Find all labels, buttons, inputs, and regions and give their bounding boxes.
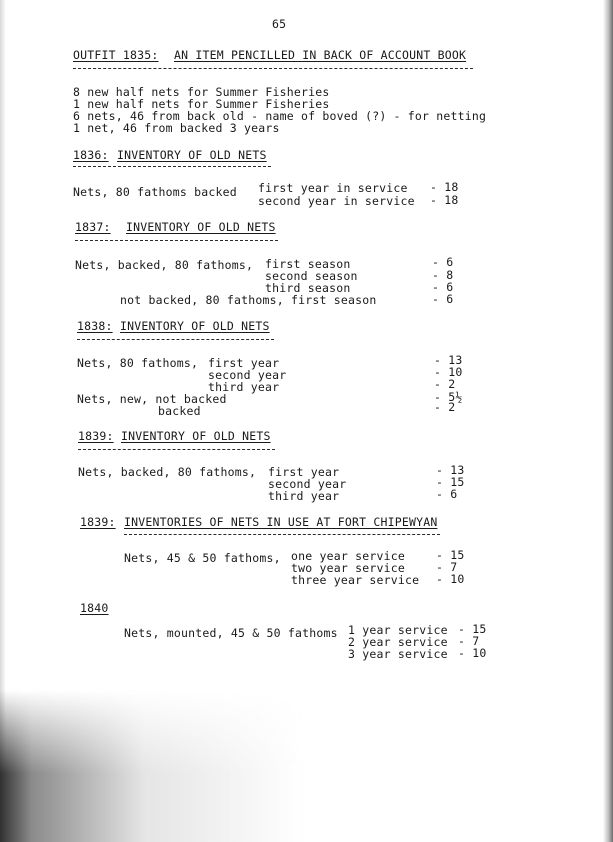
row-value-1836-2: - 18 — [430, 193, 459, 207]
section-title-1836: INVENTORY OF OLD NETS — [117, 148, 267, 162]
row-label-1840-2: 2 year service — [348, 635, 448, 649]
row-value-1839-3: - 6 — [436, 487, 458, 501]
row-label-in-use-3: three year service — [291, 573, 420, 587]
row-label-1837-2: second season — [265, 269, 358, 283]
section-year-1836: 1836: — [73, 148, 109, 162]
row-label-1839-3: third year — [268, 489, 340, 503]
row-value-1838-1: - 13 — [434, 353, 463, 367]
row-value-1836-1: - 18 — [430, 180, 459, 194]
row-label-1837-1: first season — [265, 257, 351, 271]
section-divider — [77, 339, 274, 340]
row-label-1838-3: third year — [208, 380, 280, 394]
row-label-1836-1: first year in service — [258, 181, 408, 195]
page-number: 65 — [272, 17, 287, 31]
section-divider — [73, 68, 473, 69]
row-value-1837-1: - 6 — [432, 255, 454, 269]
row-value-1838-2: - 10 — [434, 365, 463, 379]
row-value-1840-3: - 10 — [458, 646, 487, 660]
row-label-1836-2: second year in service — [258, 194, 415, 208]
item2-value-1837: - 6 — [432, 292, 454, 306]
row-value-1840-1: - 15 — [458, 622, 487, 636]
item-1836: Nets, 80 fathoms backed — [73, 185, 237, 199]
section-year-1840: 1840 — [80, 601, 109, 615]
row-label-1839-2: second year — [268, 477, 347, 491]
item2-1837: not backed, 80 fathoms, first season — [120, 293, 377, 307]
section-year-1835: OUTFIT 1835: — [73, 48, 159, 62]
item-1838: Nets, 80 fathoms, — [77, 356, 199, 370]
row-value-in-use-3: - 10 — [436, 572, 465, 586]
section-year-1838: 1838: — [77, 319, 113, 333]
page-binding-shadow — [603, 0, 613, 842]
outfit-line-1: 8 new half nets for Summer Fisheries — [73, 85, 330, 99]
row-label-in-use-1: one year service — [291, 549, 405, 563]
section-divider — [75, 240, 278, 241]
section-title-1839: INVENTORY OF OLD NETS — [121, 429, 271, 443]
row-label-1838-1: first year — [208, 356, 280, 370]
item-1839: Nets, backed, 80 fathoms, — [78, 465, 257, 479]
row-label-1838-2: second year — [208, 368, 287, 382]
row-label-in-use-2: two year service — [291, 561, 405, 575]
section-divider — [124, 534, 440, 535]
section-year-1837: 1837: — [75, 220, 111, 234]
row-value-1837-2: - 8 — [432, 268, 454, 282]
section-title-1838: INVENTORY OF OLD NETS — [120, 319, 270, 333]
item2-1838: Nets, new, not backed — [77, 392, 227, 406]
section-title-1835: AN ITEM PENCILLED IN BACK OF ACCOUNT BOOK — [174, 48, 467, 62]
row-value-in-use-2: - 7 — [436, 560, 458, 574]
row-value-1839-1: - 13 — [436, 463, 465, 477]
row-value-1839-2: - 15 — [436, 475, 465, 489]
item3-1838: backed — [158, 404, 201, 418]
section-title-1839-in-use: INVENTORIES OF NETS IN USE AT FORT CHIPEWYAN — [124, 515, 438, 529]
row-value-1838-3: - 2 — [434, 377, 456, 391]
row-label-1840-1: 1 year service — [348, 623, 448, 637]
section-title-1837: INVENTORY OF OLD NETS — [126, 220, 276, 234]
row-label-1837-3: third season — [265, 281, 351, 295]
section-year-1839-in-use: 1839: — [80, 515, 116, 529]
row-value-1840-2: - 7 — [458, 634, 480, 648]
section-divider — [73, 166, 271, 167]
item-1837: Nets, backed, 80 fathoms, — [75, 258, 254, 272]
row-value-in-use-1: - 15 — [436, 548, 465, 562]
row-value-1837-3: - 6 — [432, 280, 454, 294]
row-label-1839-1: first year — [268, 465, 340, 479]
section-year-1839: 1839: — [78, 429, 114, 443]
outfit-line-2: 1 new half nets for Summer Fisheries — [73, 97, 330, 111]
item2-value-1838: - 5½ — [434, 390, 463, 404]
scan-shadow — [0, 690, 320, 842]
item-1839-in-use: Nets, 45 & 50 fathoms, — [124, 551, 281, 565]
outfit-line-3: 6 nets, 46 from back old - name of boved (?) - for netting — [73, 109, 487, 123]
row-label-1840-3: 3 year service — [348, 647, 448, 661]
outfit-line-4: 1 net, 46 from backed 3 years — [73, 121, 280, 135]
item3-value-1838: - 2 — [434, 400, 456, 414]
section-divider — [78, 449, 275, 450]
item-1840: Nets, mounted, 45 & 50 fathoms — [124, 626, 338, 640]
